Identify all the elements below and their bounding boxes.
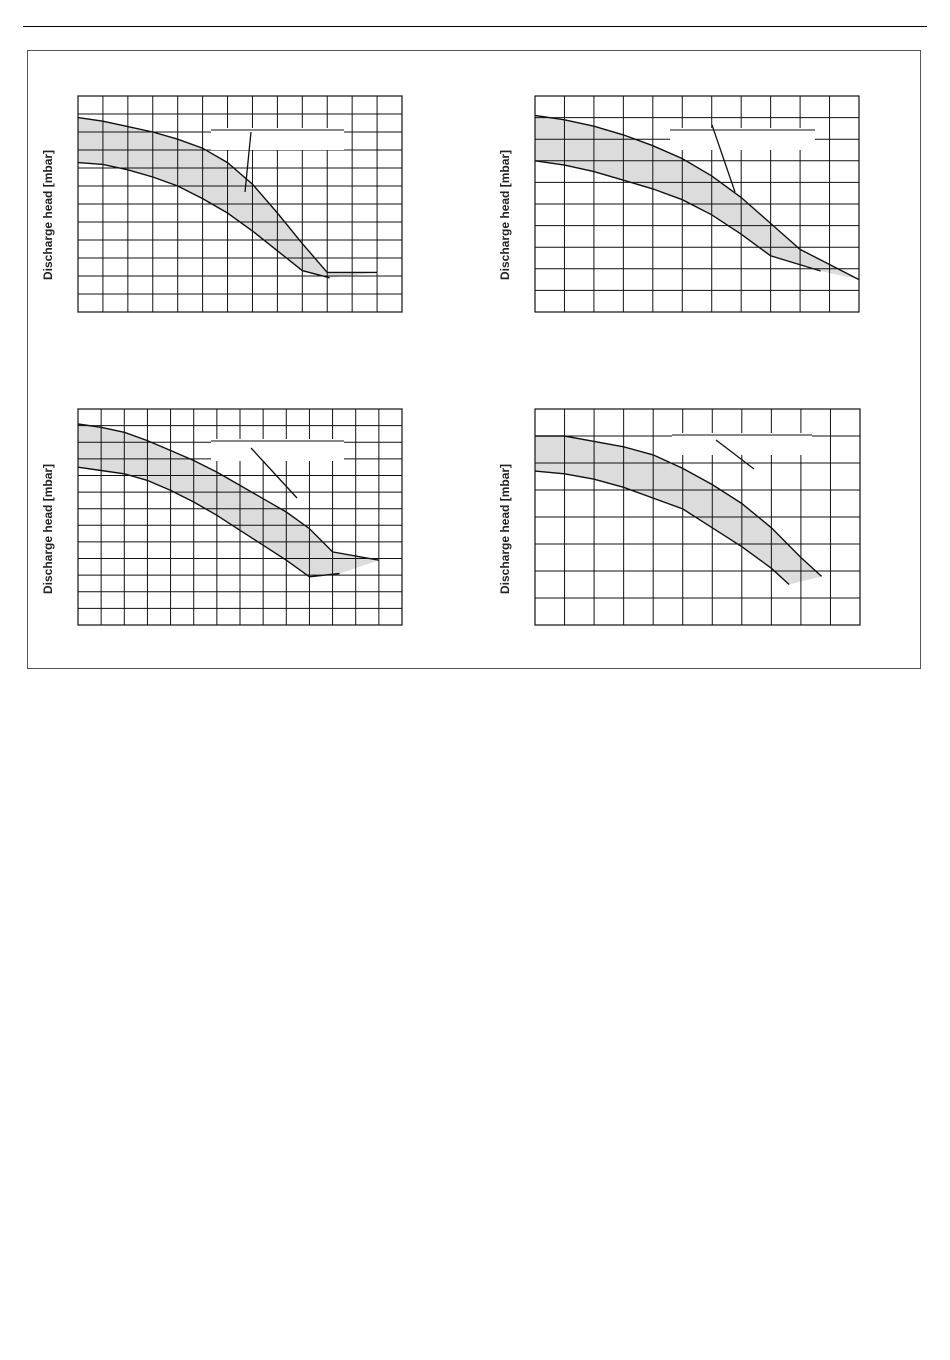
operating-range-band (535, 436, 822, 585)
y-axis-label: Discharge head [mbar] (498, 149, 512, 280)
callout-box (672, 433, 812, 455)
pump-curve-chart-3 (35, 374, 415, 644)
y-axis-label: Discharge head [mbar] (41, 149, 55, 280)
pump-curve-chart-2 (492, 60, 872, 330)
y-axis-label: Discharge head [mbar] (498, 463, 512, 594)
callout-box (211, 128, 344, 150)
y-axis-label: Discharge head [mbar] (41, 463, 55, 594)
page-top-rule (23, 26, 927, 27)
callout-box (670, 128, 815, 150)
chart-svg (492, 60, 872, 330)
chart-svg (35, 374, 415, 644)
pump-curve-chart-4 (492, 374, 872, 644)
callout-box (211, 439, 344, 461)
chart-svg (35, 60, 415, 330)
pump-curve-chart-1 (35, 60, 415, 330)
chart-svg (492, 374, 872, 644)
